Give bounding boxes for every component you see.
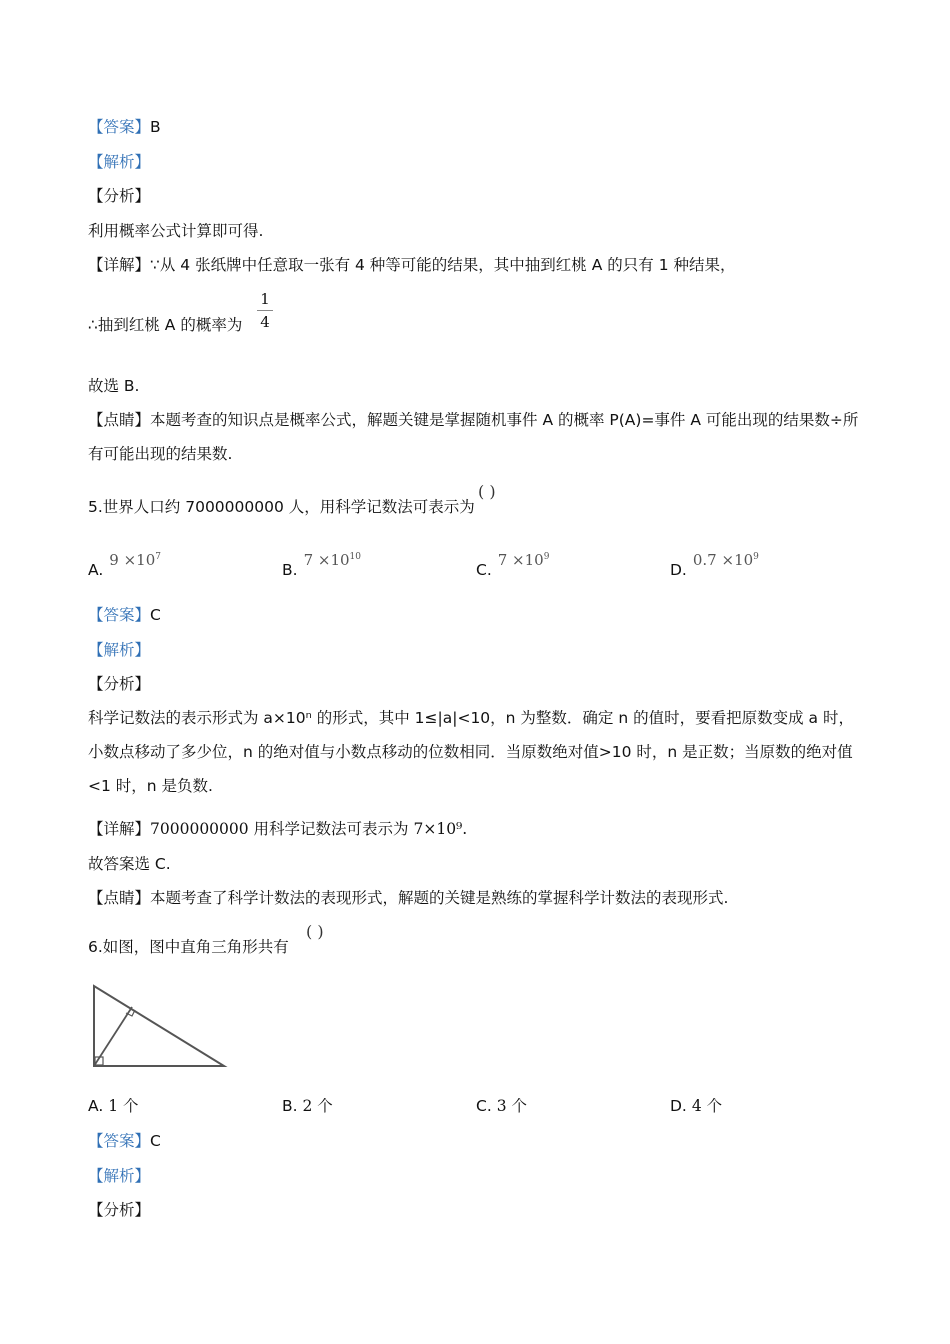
therefore-line <box>88 314 242 336</box>
choose-line: 故选 B. <box>88 377 140 395</box>
option-label: A. <box>88 561 104 579</box>
detail-text: 7000000000 用科学记数法可表示为 7×10⁹. <box>150 820 468 838</box>
detail-line <box>88 254 735 276</box>
answer-value: C <box>150 1132 161 1150</box>
answer-line <box>88 116 161 138</box>
q6-option-a[interactable] <box>88 1095 139 1117</box>
q5-comment-line <box>88 887 728 909</box>
comment-text: 本题考查了科学计数法的表现形式，解题的关键是熟练的掌握科学计数法的表现形式. <box>150 889 729 907</box>
q5-option-d[interactable] <box>670 551 759 581</box>
probability-fraction <box>257 290 273 331</box>
q5-fenxi-paragraph: 科学记数法的表示形式为 a×10ⁿ 的形式，其中 1≤|a|<10，n 为整数．确定 n 的值时，要看把原数变成 a 时，小数点移动了多少位，n 的绝对值与小数点移动的位数相同．当原数绝对值>10 时，n 是正数；当原数的绝对值<1 时，n 是负数. <box>88 709 854 795</box>
outer-triangle <box>94 986 224 1066</box>
q6-fenxi-tag: 【分析】 <box>88 1201 151 1219</box>
option-label: C. <box>476 561 492 579</box>
option-label: D. <box>670 561 687 579</box>
option-text: 4 个 <box>691 1097 723 1115</box>
option-label: A. <box>88 1097 104 1115</box>
option-label: B. <box>282 561 298 579</box>
detail-tag: 【详解】 <box>88 820 151 838</box>
comment-paragraph <box>88 403 863 471</box>
comment-text: 本题考查的知识点是概率公式，解题关键是掌握随机事件 A 的概率 P(A)=事件 A 可能出现的结果数÷所有可能出现的结果数. <box>88 411 859 463</box>
q6-option-c[interactable] <box>476 1095 527 1117</box>
fraction-bar <box>257 310 273 311</box>
therefore-text: ∴抽到红桃 A 的概率为 <box>88 316 243 334</box>
question-5-paren: ( ) <box>478 482 496 501</box>
answer-tag: 【答案】 <box>88 1132 151 1150</box>
comment-tag: 【点睛】 <box>88 411 151 429</box>
analysis-tag: 【解析】 <box>88 153 151 171</box>
q5-choose-line: 故答案选 C. <box>88 855 171 873</box>
fraction-denominator: 4 <box>260 313 270 331</box>
option-text: 1 个 <box>108 1097 139 1115</box>
answer-value: B <box>150 118 161 136</box>
q5-fenxi-tag: 【分析】 <box>88 675 151 693</box>
q5-option-c[interactable] <box>476 551 550 581</box>
option-text: 3 个 <box>496 1097 527 1115</box>
q5-detail-line <box>88 818 467 840</box>
question-6-stem: 6.如图，图中直角三角形共有 <box>88 938 289 956</box>
option-math: $0.7 \times 10^9$ <box>692 551 759 569</box>
comment-tag: 【点睛】 <box>88 889 151 907</box>
detail-text: ∵从 4 张纸牌中任意取一张有 4 种等可能的结果，其中抽到红桃 A 的只有 1 种结果， <box>150 256 736 274</box>
q5-answer-line <box>88 604 161 626</box>
right-triangle-figure <box>88 982 228 1072</box>
fenxi-tag: 【分析】 <box>88 187 151 205</box>
q5-option-a[interactable] <box>88 551 161 581</box>
answer-tag: 【答案】 <box>88 606 151 624</box>
option-math: $9 \times 10^7$ <box>109 551 161 569</box>
option-label: D. <box>670 1097 687 1115</box>
option-label: B. <box>282 1097 298 1115</box>
fraction-numerator: 1 <box>260 290 270 308</box>
q5-option-b[interactable] <box>282 551 361 581</box>
option-math: $7 \times 10^9$ <box>497 551 550 569</box>
answer-tag: 【答案】 <box>88 118 151 136</box>
fenxi-text: 利用概率公式计算即可得. <box>88 222 264 240</box>
q6-option-d[interactable] <box>670 1095 722 1117</box>
q6-answer-line <box>88 1130 161 1152</box>
q6-option-b[interactable] <box>282 1095 333 1117</box>
detail-tag: 【详解】 <box>88 256 151 274</box>
question-5-stem: 5.世界人口约 7000000000 人，用科学记数法可表示为 <box>88 498 475 516</box>
answer-value: C <box>150 606 161 624</box>
question-6-paren: ( ) <box>306 922 324 941</box>
q6-analysis-tag: 【解析】 <box>88 1167 151 1185</box>
option-label: C. <box>476 1097 492 1115</box>
option-math: $7 \times 10^{10}$ <box>303 551 361 569</box>
option-text: 2 个 <box>302 1097 333 1115</box>
q5-analysis-tag: 【解析】 <box>88 641 151 659</box>
